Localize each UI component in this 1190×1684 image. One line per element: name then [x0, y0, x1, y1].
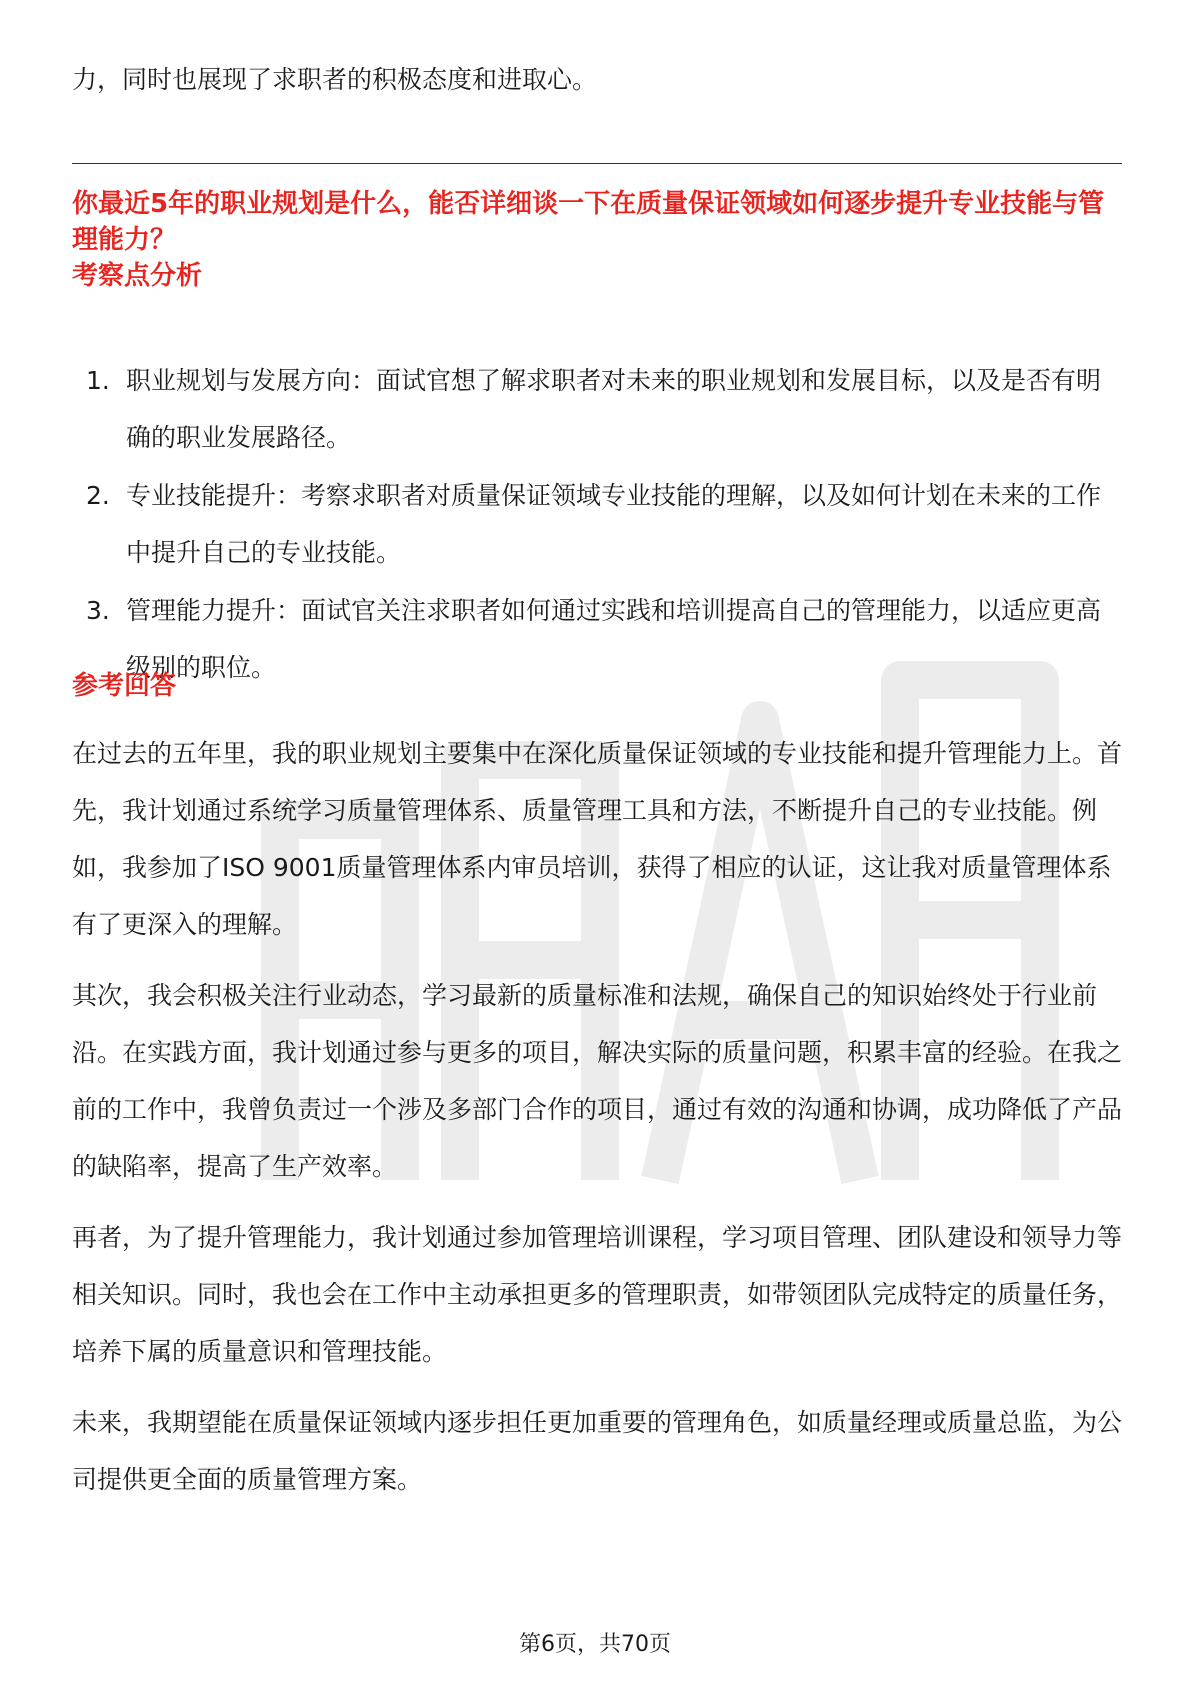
answer-paragraph: 再者，为了提升管理能力，我计划通过参加管理培训课程，学习项目管理、团队建设和领导力等相关知识。同时，我也会在工作中主动承担更多的管理职责，如带领团队完成特定的质量任务，培养下属的质量意识和管理技能。 [72, 1223, 1123, 1366]
list-item-number: 2. [86, 481, 110, 510]
answer-paragraph: 在过去的五年里，我的职业规划主要集中在深化质量保证领域的专业技能和提升管理能力上。首先，我计划通过系统学习质量管理体系、质量管理工具和方法，不断提升自己的专业技能。例如，我参加了ISO 9001质量管理体系内审员培训，获得了相应的认证，这让我对质量管理体系有了更深入的理解。 [72, 739, 1123, 939]
answer-heading: 参考回答 [72, 671, 177, 701]
list-item [72, 352, 1122, 466]
page-number-footer: 第6页，共70页 [519, 1632, 671, 1657]
list-item [72, 582, 1122, 696]
question-heading: 你最近5年的职业规划是什么，能否详细谈一下在质量保证领域如何逐步提升专业技能与管理能力？ [72, 189, 1105, 255]
analysis-list [72, 352, 1122, 697]
list-item-text: 职业规划与发展方向：面试官想了解求职者对未来的职业规划和发展目标，以及是否有明确的职业发展路径。 [126, 366, 1102, 452]
list-item-text: 管理能力提升：面试官关注求职者如何通过实践和培训提高自己的管理能力，以适应更高级别的职位。 [126, 596, 1102, 682]
list-item-number: 3. [86, 596, 110, 625]
answer-paragraph: 未来，我期望能在质量保证领域内逐步担任更加重要的管理角色，如质量经理或质量总监，为公司提供更全面的质量管理方案。 [72, 1408, 1123, 1494]
list-item-text: 专业技能提升：考察求职者对质量保证领域专业技能的理解，以及如何计划在未来的工作中提升自己的专业技能。 [126, 481, 1102, 567]
analysis-heading: 考察点分析 [72, 261, 203, 291]
answer-paragraph: 其次，我会积极关注行业动态，学习最新的质量标准和法规，确保自己的知识始终处于行业前沿。在实践方面，我计划通过参与更多的项目，解决实际的质量问题，积累丰富的经验。在我之前的工作中，我曾负责过一个涉及多部门合作的项目，通过有效的沟通和协调，成功降低了产品的缺陷率，提高了生产效率。 [72, 981, 1123, 1181]
lead-text: 力，同时也展现了求职者的积极态度和进取心。 [72, 65, 598, 94]
list-item-number: 1. [86, 366, 110, 395]
section-divider [72, 163, 1122, 164]
list-item [72, 467, 1122, 581]
